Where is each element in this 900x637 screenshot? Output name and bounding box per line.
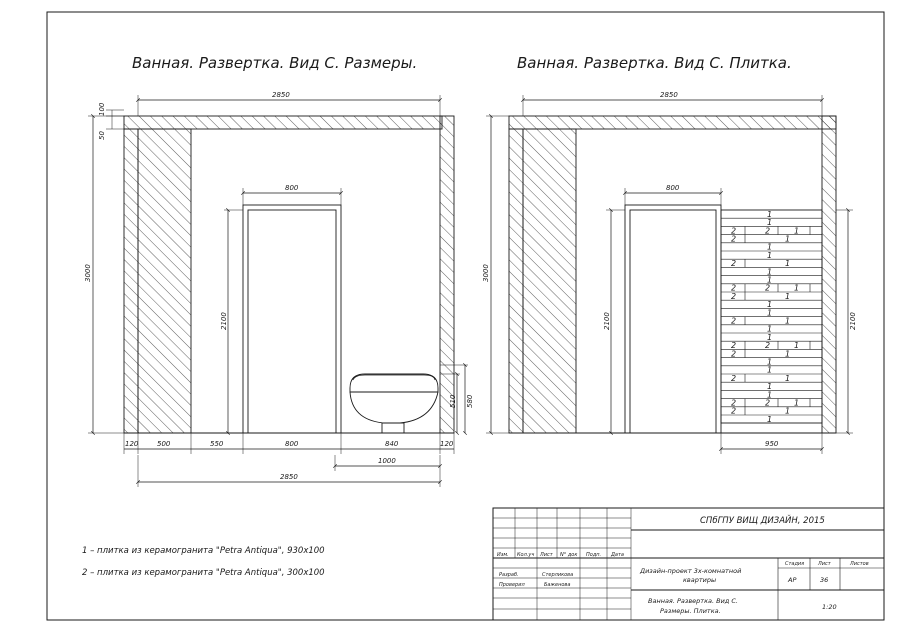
tile-label-1: 1 xyxy=(767,382,773,392)
tile-label-1: 1 xyxy=(785,234,791,244)
dim-top-100: 100 xyxy=(98,102,106,116)
dim-right-door-height: 2100 xyxy=(603,312,611,330)
tile-label-1: 1 xyxy=(767,357,773,367)
tile-label-1: 1 xyxy=(785,406,791,416)
right-elevation xyxy=(482,54,857,454)
stamp-sheet-title-line1: Ванная. Развертка. Вид С. xyxy=(648,597,738,605)
left-niche-hatch xyxy=(138,129,191,433)
tile-label-1: 1 xyxy=(767,209,773,219)
tile-label-1: 1 xyxy=(785,349,791,359)
right-wall-left xyxy=(509,129,523,433)
tile-label-1: 1 xyxy=(767,365,773,375)
right-niche-hatch xyxy=(523,129,576,433)
right-wall-right xyxy=(822,116,836,433)
stamp-col-izm: Изм. xyxy=(497,552,509,558)
tile-label-1: 1 xyxy=(767,300,773,310)
left-ceiling-slab xyxy=(124,116,442,129)
dim-right-height: 3000 xyxy=(482,264,490,282)
tile-label-1: 1 xyxy=(767,390,773,400)
legend-item-2: 2 – плитка из керамогранита "Petra Antiqua", 300х100 xyxy=(82,568,325,578)
dim-bottom-800: 800 xyxy=(285,440,299,448)
stamp-sheets-label: Листов xyxy=(850,561,869,567)
stamp-sheet: 36 xyxy=(820,576,829,584)
left-wall-left xyxy=(124,129,138,433)
tile-label-2: 2 xyxy=(731,341,737,351)
stamp-scale: 1:20 xyxy=(822,603,837,611)
tile-label-2: 2 xyxy=(731,234,737,244)
stamp-project-line2: квартиры xyxy=(683,576,717,584)
tile-label-2: 2 xyxy=(731,406,737,416)
tile-label-2: 2 xyxy=(765,226,771,236)
stamp-col-data: Дата xyxy=(611,552,624,558)
stamp-col-koluch: Кол.уч xyxy=(517,552,535,558)
stamp-col-podp: Подп. xyxy=(586,552,602,558)
dim-tile-width: 950 xyxy=(765,440,779,448)
tile-label-1: 1 xyxy=(767,308,773,318)
tile-label-2: 2 xyxy=(731,291,737,301)
tile-label-2: 2 xyxy=(731,316,737,326)
left-toilet xyxy=(350,374,438,433)
stamp-role-prover-name: Баженова xyxy=(544,582,571,588)
right-ceiling-slab xyxy=(509,116,836,129)
tile-label-1: 1 xyxy=(794,341,800,351)
tile-label-1: 1 xyxy=(794,283,800,293)
tile-label-1: 1 xyxy=(785,373,791,383)
dim-bottom-500: 500 xyxy=(157,440,171,448)
title-block xyxy=(493,508,884,620)
stamp-project-line1: Дизайн-проект 3х-комнатной xyxy=(640,567,742,575)
legend xyxy=(82,546,325,578)
dim-door-height: 2100 xyxy=(220,312,228,330)
dim-door-width: 800 xyxy=(285,184,299,192)
right-view-title: Ванная. Развертка. Вид С. Плитка. xyxy=(517,54,792,72)
dim-right-top-width: 2850 xyxy=(660,91,678,99)
tile-rows xyxy=(721,210,822,424)
dim-bottom-total: 2850 xyxy=(280,473,298,481)
left-view-title: Ванная. Развертка. Вид С. Размеры. xyxy=(132,54,418,72)
stamp-col-list: Лист xyxy=(540,552,553,558)
tile-label-1: 1 xyxy=(767,324,773,334)
stamp-org: СПбГПУ ВИЩ ДИЗАЙН, 2015 xyxy=(700,516,825,526)
dim-top-50: 50 xyxy=(98,131,106,140)
right-door xyxy=(625,205,721,433)
dim-top-width: 2850 xyxy=(272,91,290,99)
tile-label-2: 2 xyxy=(731,349,737,359)
tile-label-1: 1 xyxy=(785,259,791,269)
dim-bottom-120-left: 120 xyxy=(125,440,139,448)
tile-label-1: 1 xyxy=(785,291,791,301)
dim-bottom-550: 550 xyxy=(210,440,224,448)
dim-wc-580: 580 xyxy=(466,394,474,408)
dim-tile-height: 2100 xyxy=(849,312,857,330)
dim-bottom-840: 840 xyxy=(385,440,399,448)
tile-label-1: 1 xyxy=(767,275,773,285)
dim-wc-510: 510 xyxy=(449,394,457,408)
dim-bottom-1000: 1000 xyxy=(378,457,396,465)
tile-label-1: 1 xyxy=(767,218,773,228)
tile-label-1: 1 xyxy=(794,398,800,408)
stamp-role-razrab-name: Стерликова xyxy=(542,572,574,578)
stamp-sheet-label: Лист xyxy=(818,561,831,567)
tile-label-2: 2 xyxy=(765,398,771,408)
stamp-role-prover: Проверил xyxy=(499,582,525,588)
tile-label-1: 1 xyxy=(785,316,791,326)
tile-label-2: 2 xyxy=(731,398,737,408)
tile-label-2: 2 xyxy=(765,341,771,351)
tile-label-2: 2 xyxy=(731,373,737,383)
tile-label-1: 1 xyxy=(767,242,773,252)
tile-label-2: 2 xyxy=(731,259,737,269)
stamp-role-razrab: Разраб. xyxy=(499,572,519,578)
left-elevation xyxy=(84,54,474,487)
stamp-stage-label: Стадия xyxy=(785,561,805,567)
left-door xyxy=(243,205,341,433)
tile-label-1: 1 xyxy=(767,267,773,277)
left-wall-right xyxy=(440,116,454,433)
dim-bottom-120-right: 120 xyxy=(440,440,454,448)
tile-label-2: 2 xyxy=(731,226,737,236)
tile-label-1: 1 xyxy=(767,332,773,342)
tile-label-1: 1 xyxy=(767,414,773,424)
dim-left-height: 3000 xyxy=(84,264,92,282)
legend-item-1: 1 – плитка из керамогранита "Petra Antiqua", 930х100 xyxy=(82,546,325,556)
stamp-col-ndok: N° док xyxy=(560,552,578,558)
tile-label-1: 1 xyxy=(767,250,773,260)
tile-label-1: 1 xyxy=(794,226,800,236)
dim-right-door-width: 800 xyxy=(666,184,680,192)
stamp-sheet-title-line2: Размеры. Плитка. xyxy=(660,607,721,615)
tile-label-2: 2 xyxy=(765,283,771,293)
tile-label-2: 2 xyxy=(731,283,737,293)
stamp-stage: АР xyxy=(788,576,797,584)
